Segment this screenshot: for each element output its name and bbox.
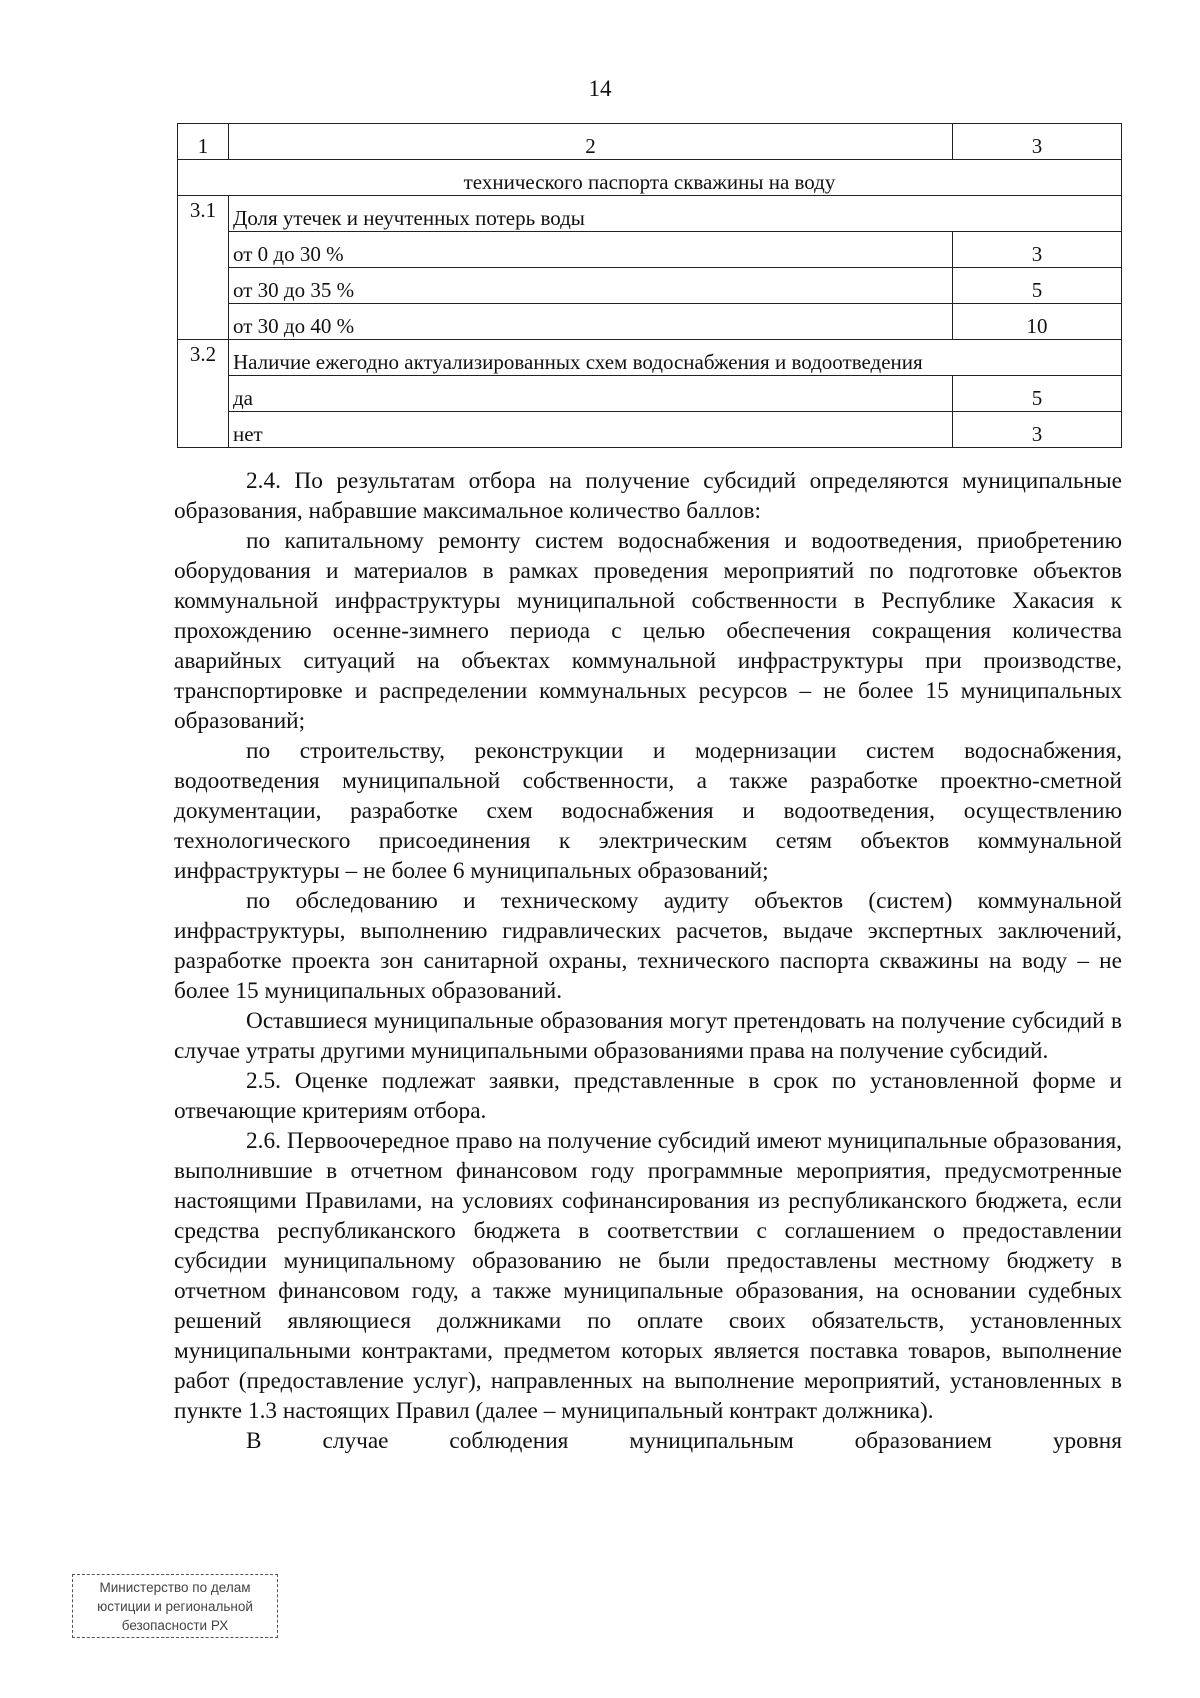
option-label: от 30 до 40 % xyxy=(229,304,953,340)
table-row xyxy=(178,304,1122,340)
table-row xyxy=(178,160,1122,196)
paragraph: 2.4. По результатам отбора на получение субсидий определяются муниципальные образования, набравшие максимальное количество баллов: xyxy=(174,468,1122,524)
table-header-row xyxy=(178,124,1122,160)
body-text xyxy=(174,466,1122,1456)
section-title: Доля утечек и неучтенных потерь воды xyxy=(229,196,1122,232)
table-row xyxy=(178,268,1122,304)
table-continuation-cell: технического паспорта скважины на воду xyxy=(178,160,1122,196)
table-row xyxy=(178,232,1122,268)
page-number: 14 xyxy=(588,76,612,101)
paragraph: по капитальному ремонту систем водоснабжения и водоотведения, приобретению оборудования и материалов в рамках проведения мероприятий по подготовке объектов коммунальной инфраструктуры муниципальной собственности в Республике Хакасия к прохождению осенне-зимнего периода с целью обеспечения сокращения количества аварийных ситуаций на объектах коммунальной инфраструктуры при производстве, транспортировке и распределении коммунальных ресурсов – не более 15 муниципальных образований; xyxy=(174,528,1122,734)
option-label: от 0 до 30 % xyxy=(229,232,953,268)
table-row xyxy=(178,412,1122,448)
option-value: 10 xyxy=(953,304,1122,340)
table-row xyxy=(178,376,1122,412)
paragraph: 2.5. Оценке подлежат заявки, представленные в срок по установленной форме и отвечающие критериям отбора. xyxy=(174,1068,1122,1124)
section-number: 3.1 xyxy=(178,196,229,340)
ministry-stamp xyxy=(72,1574,278,1638)
criteria-table xyxy=(177,123,1122,448)
table-row xyxy=(178,196,1122,232)
paragraph: по строительству, реконструкции и модернизации систем водоснабжения, водоотведения муниципальной собственности, а также разработке проектно-сметной документации, разработке схем водоснабжения и водоотведения, осуществлению технологического присоединения к электрическим сетям объектов коммунальной инфраструктуры – не более 6 муниципальных образований; xyxy=(174,738,1122,884)
option-label: нет xyxy=(229,412,953,448)
table-header-cell: 2 xyxy=(229,124,953,160)
stamp-line: безопасности РХ xyxy=(121,1618,229,1633)
table-header-cell: 3 xyxy=(953,124,1122,160)
section-number: 3.2 xyxy=(178,340,229,448)
table-header-cell: 1 xyxy=(178,124,229,160)
section-title: Наличие ежегодно актуализированных схем водоснабжения и водоотведения xyxy=(229,340,1122,376)
option-value: 3 xyxy=(953,412,1122,448)
option-value: 5 xyxy=(953,376,1122,412)
option-label: да xyxy=(229,376,953,412)
option-label: от 30 до 35 % xyxy=(229,268,953,304)
paragraph: В случае соблюдения муниципальным образованием уровня xyxy=(246,1428,1122,1454)
paragraph: 2.6. Первоочередное право на получение субсидий имеют муниципальные образования, выполнившие в отчетном финансовом году программные мероприятия, предусмотренные настоящими Правилами, на условиях софинансирования из республиканского бюджета, если средства республиканского бюджета в соответствии с соглашением о предоставлении субсидии муниципальному образованию не были предоставлены местному бюджету в отчетном финансовом году, а также муниципальные образования, на основании судебных решений являющиеся должниками по оплате своих обязательств, установленных муниципальными контрактами, предметом которых является поставка товаров, выполнение работ (предоставление услуг), направленных на выполнение мероприятий, установленных в пункте 1.3 настоящих Правил (далее – муниципальный контракт должника). xyxy=(174,1128,1122,1424)
stamp-line: юстиции и региональной xyxy=(97,1599,253,1614)
paragraph: по обследованию и техническому аудиту объектов (систем) коммунальной инфраструктуры, выполнению гидравлических расчетов, выдаче экспертных заключений, разработке проекта зон санитарной охраны, технического паспорта скважины на воду – не более 15 муниципальных образований. xyxy=(174,888,1122,1004)
option-value: 3 xyxy=(953,232,1122,268)
table-row xyxy=(178,340,1122,376)
stamp-line: Министерство по делам xyxy=(99,1580,251,1595)
option-value: 5 xyxy=(953,268,1122,304)
paragraph: Оставшиеся муниципальные образования могут претендовать на получение субсидий в случае утраты другими муниципальными образованиями права на получение субсидий. xyxy=(174,1008,1122,1064)
